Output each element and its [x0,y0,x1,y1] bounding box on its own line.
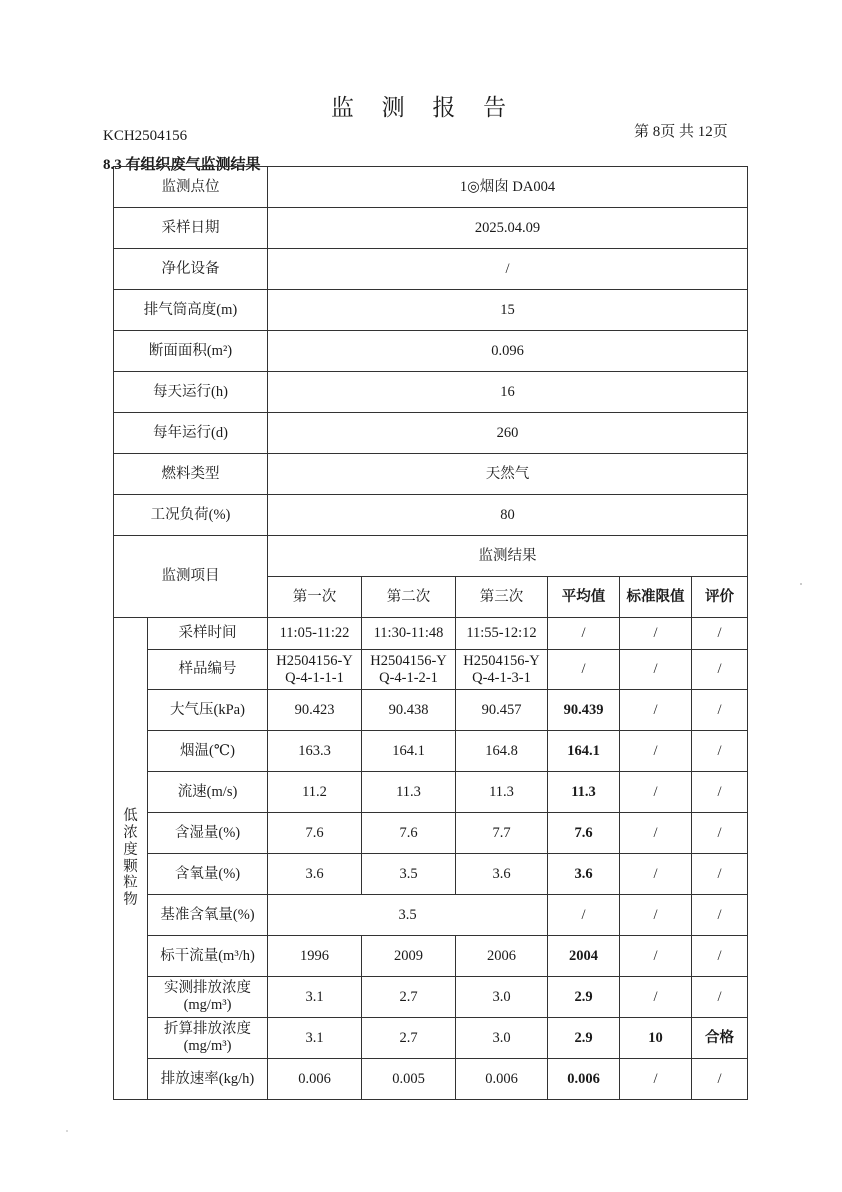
cell-v2: 3.5 [362,854,456,895]
info-row [114,290,748,331]
category-char: 粒 [123,875,138,892]
table-row [114,854,748,895]
row-label: 样品编号 [148,650,268,690]
cell-eval: / [692,1059,748,1100]
cell-limit: / [620,1059,692,1100]
cell-limit: / [620,731,692,772]
cell-avg: 90.439 [548,690,620,731]
cell-v1: 3.1 [268,1018,362,1059]
table-row [114,731,748,772]
row-label: 含湿量(%) [148,813,268,854]
info-value: 16 [268,372,748,413]
cell-limit: / [620,854,692,895]
table-row [114,895,748,936]
info-value: 0.096 [268,331,748,372]
info-row [114,331,748,372]
cell-v2: 7.6 [362,813,456,854]
cell-avg: 0.006 [548,1059,620,1100]
cell-v1: H2504156-Y Q-4-1-1-1 [268,650,362,690]
cell-avg: 11.3 [548,772,620,813]
cell-avg: 2.9 [548,1018,620,1059]
table-row [114,1059,748,1100]
cell-eval: / [692,650,748,690]
cell-v3: 7.7 [456,813,548,854]
cell-v1: 3.6 [268,854,362,895]
info-row [114,372,748,413]
cell-v3: 2006 [456,936,548,977]
cell-v3: 3.0 [456,977,548,1018]
pollutant-category [114,618,148,1100]
col-header-limit: 标准限值 [620,577,692,618]
cell-v1: 0.006 [268,1059,362,1100]
scan-speck [800,583,802,585]
row-label: 排放速率(kg/h) [148,1059,268,1100]
cell-eval: / [692,854,748,895]
info-value: 15 [268,290,748,331]
cell-eval: / [692,813,748,854]
info-value: 天然气 [268,454,748,495]
row-label: 标干流量(m³/h) [148,936,268,977]
cell-v3: H2504156-Y Q-4-1-3-1 [456,650,548,690]
info-label: 燃料类型 [114,454,268,495]
cell-eval: / [692,731,748,772]
category-char: 浓 [123,825,138,842]
results-header-row [114,536,748,577]
cell-v3: 3.6 [456,854,548,895]
info-value: 2025.04.09 [268,208,748,249]
category-char: 物 [123,891,138,908]
category-char: 颗 [123,858,138,875]
cell-v3: 3.0 [456,1018,548,1059]
report-title: 监 测 报 告 [330,95,518,120]
info-label: 每年运行(d) [114,413,268,454]
info-value: 80 [268,495,748,536]
report-number: KCH2504156 [103,128,188,144]
row-label: 大气压(kPa) [148,690,268,731]
cell-eval: / [692,936,748,977]
cell-limit: / [620,690,692,731]
cell-v2: 164.1 [362,731,456,772]
info-row [114,208,748,249]
row-label: 含氧量(%) [148,854,268,895]
monitoring-item-header: 监测项目 [114,536,268,618]
cell-v1: 3.1 [268,977,362,1018]
col-header-second: 第二次 [362,577,456,618]
cell-v1: 163.3 [268,731,362,772]
info-label: 采样日期 [114,208,268,249]
table-row [114,650,748,690]
table-row [114,813,748,854]
cell-eval: / [692,977,748,1018]
cell-v2: 2.7 [362,1018,456,1059]
monitoring-results-table [113,166,748,1100]
info-label: 排气筒高度(m) [114,290,268,331]
cell-eval: / [692,690,748,731]
cell-v3: 90.457 [456,690,548,731]
info-label: 监测点位 [114,167,268,208]
row-label: 折算排放浓度 (mg/m³) [148,1018,268,1059]
row-label: 基准含氧量(%) [148,895,268,936]
cell-avg: / [548,618,620,650]
info-row [114,454,748,495]
cell-v1: 1996 [268,936,362,977]
cell-limit: 10 [620,1018,692,1059]
cell-avg: 164.1 [548,731,620,772]
cell-v3: 164.8 [456,731,548,772]
info-row [114,249,748,290]
cell-eval: / [692,895,748,936]
row-label: 实测排放浓度 (mg/m³) [148,977,268,1018]
cell-v3: 11.3 [456,772,548,813]
cell-v2: H2504156-Y Q-4-1-2-1 [362,650,456,690]
cell-v1: 11:05-11:22 [268,618,362,650]
info-value: 1◎烟囱 DA004 [268,167,748,208]
cell-avg: 2.9 [548,977,620,1018]
cell-limit: / [620,977,692,1018]
table-row [114,977,748,1018]
cell-eval: 合格 [692,1018,748,1059]
cell-v3: 11:55-12:12 [456,618,548,650]
cell-limit: / [620,618,692,650]
cell-limit: / [620,772,692,813]
cell-v3: 0.006 [456,1059,548,1100]
cell-limit: / [620,936,692,977]
cell-avg: 2004 [548,936,620,977]
info-value: / [268,249,748,290]
cell-eval: / [692,618,748,650]
info-row [114,413,748,454]
cell-merged: 3.5 [268,895,548,936]
col-header-first: 第一次 [268,577,362,618]
row-label: 流速(m/s) [148,772,268,813]
cell-v1: 7.6 [268,813,362,854]
cell-v2: 2.7 [362,977,456,1018]
cell-v2: 11.3 [362,772,456,813]
table-row [114,772,748,813]
cell-limit: / [620,813,692,854]
cell-v2: 11:30-11:48 [362,618,456,650]
category-char: 低 [123,808,138,825]
row-label: 烟温(℃) [148,731,268,772]
table-row [114,690,748,731]
cell-avg: / [548,650,620,690]
info-label: 净化设备 [114,249,268,290]
monitoring-results-header: 监测结果 [268,536,748,577]
col-header-evaluation: 评价 [692,577,748,618]
cell-v2: 90.438 [362,690,456,731]
info-label: 每天运行(h) [114,372,268,413]
scan-speck [66,1130,68,1132]
info-row [114,167,748,208]
info-row [114,495,748,536]
cell-v1: 90.423 [268,690,362,731]
cell-limit: / [620,895,692,936]
info-value: 260 [268,413,748,454]
info-label: 工况负荷(%) [114,495,268,536]
row-label: 采样时间 [148,618,268,650]
table-row [114,936,748,977]
cell-eval: / [692,772,748,813]
cell-v2: 2009 [362,936,456,977]
cell-v1: 11.2 [268,772,362,813]
category-char: 度 [123,841,138,858]
cell-v2: 0.005 [362,1059,456,1100]
info-label: 断面面积(m²) [114,331,268,372]
cell-avg: 3.6 [548,854,620,895]
section-title: 8.3 有组织废气监测结果 [103,157,261,173]
cell-avg: / [548,895,620,936]
col-header-third: 第三次 [456,577,548,618]
table-row [114,618,748,650]
page-indicator: 第 8页 共 12页 [634,124,728,140]
col-header-average: 平均值 [548,577,620,618]
table-row [114,1018,748,1059]
cell-avg: 7.6 [548,813,620,854]
cell-limit: / [620,650,692,690]
